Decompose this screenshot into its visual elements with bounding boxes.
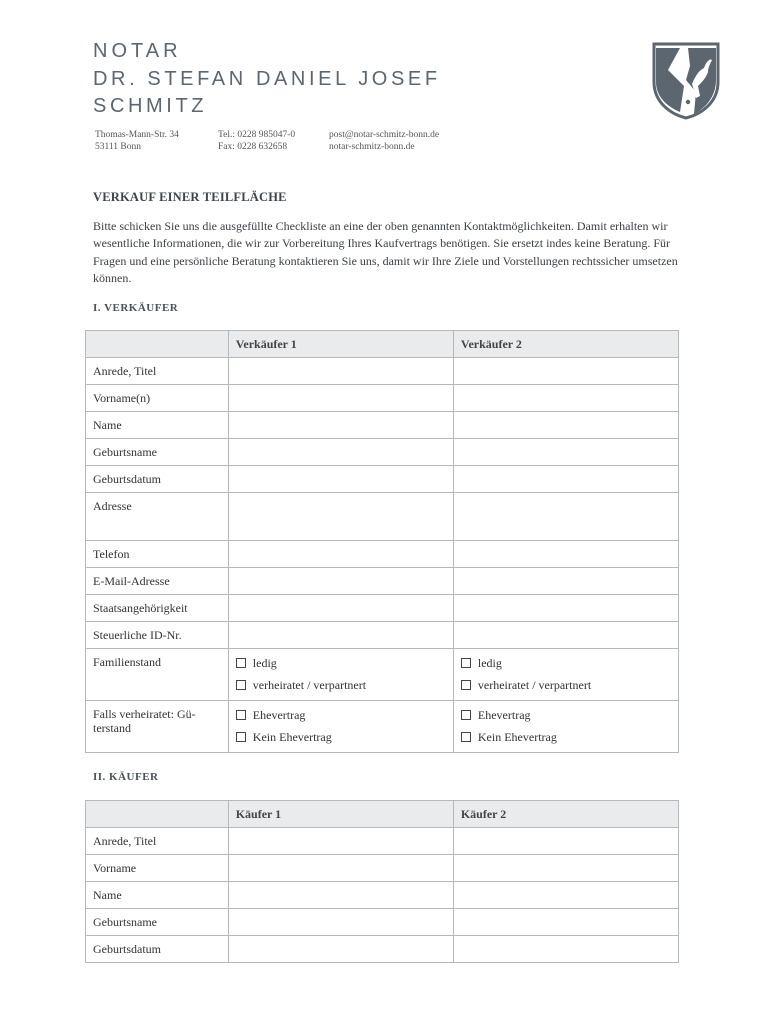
email: post@notar-schmitz-bonn.de xyxy=(329,130,440,140)
seller2-input-cell[interactable] xyxy=(453,595,678,622)
row-label xyxy=(86,466,229,493)
nrw-coat-of-arms-icon xyxy=(650,40,722,120)
row-label-text: Falls verheiratet: Gü-terstand xyxy=(93,707,196,735)
row-label xyxy=(86,493,229,541)
row-label-text: Geburtsname xyxy=(93,915,157,929)
option-label: verheiratet / verpartnert xyxy=(477,678,592,692)
row-label-text: Adresse xyxy=(93,499,132,513)
row-label xyxy=(86,855,229,882)
notary-name-line2: SCHMITZ xyxy=(93,95,208,117)
seller2-input-cell[interactable] xyxy=(453,568,678,595)
row-label-text: Steuerliche ID-Nr. xyxy=(93,628,182,642)
option-ledig[interactable] xyxy=(236,652,446,674)
fax: Fax: 0228 632658 xyxy=(218,142,288,152)
seller1-input-cell[interactable] xyxy=(228,622,453,649)
seller2-header: Verkäufer 2 xyxy=(453,331,678,358)
header-empty-cell xyxy=(86,331,229,358)
seller1-input-cell[interactable] xyxy=(228,466,453,493)
document-title: VERKAUF EINER TEILFLÄCHE xyxy=(93,190,287,204)
checkbox-icon[interactable] xyxy=(236,680,246,690)
row-label xyxy=(86,909,229,936)
checkbox-icon[interactable] xyxy=(461,658,471,668)
option-label: Ehevertrag xyxy=(252,708,306,722)
contact-address xyxy=(95,129,179,153)
row-label xyxy=(86,649,229,701)
seller1-input-cell[interactable] xyxy=(228,385,453,412)
row-label-text: Familienstand xyxy=(93,655,161,669)
option-label: Ehevertrag xyxy=(477,708,531,722)
row-label-text: Geburtsdatum xyxy=(93,942,161,956)
option-label: ledig xyxy=(477,656,502,670)
seller1-property-cell xyxy=(228,701,453,753)
notary-name-line1: DR. STEFAN DANIEL JOSEF xyxy=(93,68,441,90)
seller1-input-cell[interactable] xyxy=(228,568,453,595)
seller1-input-cell[interactable] xyxy=(228,493,453,541)
buyer1-input-cell[interactable] xyxy=(228,882,453,909)
buyer1-header: Käufer 1 xyxy=(228,801,453,828)
seller2-input-cell[interactable] xyxy=(453,439,678,466)
seller2-input-cell[interactable] xyxy=(453,412,678,439)
checkbox-icon[interactable] xyxy=(236,658,246,668)
checkbox-icon[interactable] xyxy=(461,680,471,690)
checkbox-icon[interactable] xyxy=(236,732,246,742)
buyer1-input-cell[interactable] xyxy=(228,828,453,855)
checkbox-icon[interactable] xyxy=(461,710,471,720)
row-label-text: Anrede, Titel xyxy=(93,834,157,848)
seller2-input-cell[interactable] xyxy=(453,541,678,568)
header-notar: NOTAR xyxy=(93,40,182,62)
row-label-text: Geburtsname xyxy=(93,445,157,459)
row-label xyxy=(86,882,229,909)
seller2-input-cell[interactable] xyxy=(453,493,678,541)
buyer2-header: Käufer 2 xyxy=(453,801,678,828)
checkbox-icon[interactable] xyxy=(461,732,471,742)
row-label-text: Anrede, Titel xyxy=(93,364,157,378)
checkbox-icon[interactable] xyxy=(236,710,246,720)
row-label xyxy=(86,385,229,412)
seller1-input-cell[interactable] xyxy=(228,358,453,385)
row-label-text: E-Mail-Adresse xyxy=(93,574,170,588)
seller2-property-cell xyxy=(453,701,678,753)
row-label xyxy=(86,622,229,649)
seller2-input-cell[interactable] xyxy=(453,622,678,649)
option-ledig[interactable] xyxy=(461,652,671,674)
buyer2-input-cell[interactable] xyxy=(453,828,678,855)
seller2-input-cell[interactable] xyxy=(453,358,678,385)
contact-phone xyxy=(218,129,295,153)
buyer2-input-cell[interactable] xyxy=(453,909,678,936)
sellers-table xyxy=(85,330,679,753)
phone: Tel.: 0228 985047-0 xyxy=(218,130,296,140)
seller1-input-cell[interactable] xyxy=(228,412,453,439)
notary-name xyxy=(93,66,441,120)
seller1-input-cell[interactable] xyxy=(228,595,453,622)
option-verheiratet[interactable] xyxy=(236,674,446,696)
seller1-input-cell[interactable] xyxy=(228,439,453,466)
option-label: ledig xyxy=(252,656,277,670)
contact-online xyxy=(329,129,439,153)
row-label-text: Name xyxy=(93,888,122,902)
address-city: 53111 Bonn xyxy=(95,142,142,152)
option-label: Kein Ehevertrag xyxy=(477,730,557,744)
row-label xyxy=(86,936,229,963)
option-ehevertrag[interactable] xyxy=(236,704,446,726)
seller2-input-cell[interactable] xyxy=(453,385,678,412)
row-label-text: Vorname xyxy=(93,861,137,875)
option-kein-ehevertrag[interactable] xyxy=(236,726,446,748)
intro-text: Bitte schicken Sie uns die ausgefüllte Checkliste an eine der oben genannten Kontaktmöglichkeiten. Damit erhalten wir wesentliche Informationen, die wir zur Vorbereitung Ihres Kaufvertrags benötigen. Sie ersetzt indes keine Beratung. Für Fragen und eine persönliche Beratung kontaktieren Sie uns, damit wir Ihre Ziele und Vorstellungen rechtssicher umsetzen können. xyxy=(93,219,678,286)
buyers-table xyxy=(85,800,679,963)
row-label-text: Name xyxy=(93,418,122,432)
buyer1-input-cell[interactable] xyxy=(228,909,453,936)
website: notar-schmitz-bonn.de xyxy=(329,142,415,152)
buyer1-input-cell[interactable] xyxy=(228,936,453,963)
header-empty-cell xyxy=(86,801,229,828)
row-label-text: Staatsangehörigkeit xyxy=(93,601,188,615)
section-buyers-heading: II. KÄUFER xyxy=(93,771,159,783)
buyer2-input-cell[interactable] xyxy=(453,882,678,909)
row-label-text: Telefon xyxy=(93,547,130,561)
option-label: Kein Ehevertrag xyxy=(252,730,332,744)
seller1-header: Verkäufer 1 xyxy=(228,331,453,358)
row-label xyxy=(86,568,229,595)
seller1-input-cell[interactable] xyxy=(228,541,453,568)
section-sellers-heading: I. VERKÄUFER xyxy=(93,302,179,314)
buyer2-input-cell[interactable] xyxy=(453,936,678,963)
row-label-text: Vorname(n) xyxy=(93,391,151,405)
row-label xyxy=(86,595,229,622)
seller1-marital-cell xyxy=(228,649,453,701)
address-street: Thomas-Mann-Str. 34 xyxy=(95,130,179,140)
buyer1-input-cell[interactable] xyxy=(228,855,453,882)
row-label xyxy=(86,358,229,385)
option-label: verheiratet / verpartnert xyxy=(252,678,367,692)
row-label xyxy=(86,439,229,466)
row-label xyxy=(86,541,229,568)
option-verheiratet[interactable] xyxy=(461,674,671,696)
row-label xyxy=(86,701,229,753)
row-label-text: Geburtsdatum xyxy=(93,472,161,486)
option-kein-ehevertrag[interactable] xyxy=(461,726,671,748)
row-label xyxy=(86,412,229,439)
option-ehevertrag[interactable] xyxy=(461,704,671,726)
row-label xyxy=(86,828,229,855)
buyer2-input-cell[interactable] xyxy=(453,855,678,882)
seller2-input-cell[interactable] xyxy=(453,466,678,493)
seller2-marital-cell xyxy=(453,649,678,701)
